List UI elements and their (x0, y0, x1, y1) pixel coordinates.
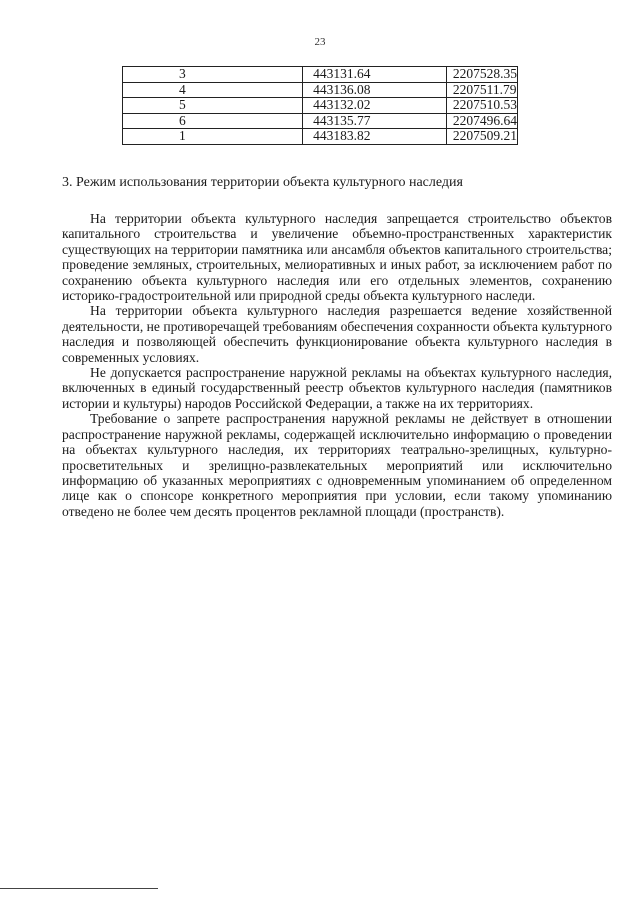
coordinates-table (122, 66, 518, 145)
y-coordinate-cell: 2207510.53 (446, 98, 517, 114)
point-number-cell: 4 (123, 82, 303, 98)
table-row (123, 67, 518, 83)
paragraph-advertising-ban: Не допускается распространение наружной рекламы на объектах культурного наследия, включенных в единый государственный реестр объектов культурного наследия (памятников истории и культуры) народов Российской Федерации, а также на их территориях. (62, 365, 612, 411)
paragraph-advertising-exception: Требование о запрете распространения наружной рекламы не действует в отношении распространение наружной рекламы, содержащей исключительно информацию о проведении на объектах культурного наследия, их территориях театрально-зрелищных, культурно-просветительных и зрелищно-развлекательных мероприятий или исключительно информацию об указанных мероприятиях с одновременным упоминанием об определенном лице как о спонсоре конкретного мероприятия при условии, если такому упоминанию отведено не более чем десять процентов рекламной площади (пространств). (62, 411, 612, 519)
x-coordinate-cell: 443132.02 (303, 98, 447, 114)
x-coordinate-cell: 443183.82 (303, 129, 447, 145)
paragraph-economic-activity: На территории объекта культурного наследия разрешается ведение хозяйственной деятельности, не противоречащей требованиям обеспечения сохранности объекта культурного наследия и позволяющей обеспечить функционирование объекта культурного наследия в современных условиях. (62, 303, 612, 365)
y-coordinate-cell: 2207528.35 (446, 67, 517, 83)
point-number-cell: 1 (123, 129, 303, 145)
y-coordinate-cell: 2207496.64 (446, 113, 517, 129)
y-coordinate-cell: 2207509.21 (446, 129, 517, 145)
table-row (123, 129, 518, 145)
section-heading: 3. Режим использования территории объекта культурного наследия (62, 175, 463, 190)
footer-divider (0, 888, 158, 889)
page-number: 23 (314, 36, 326, 48)
point-number-cell: 6 (123, 113, 303, 129)
body-text (62, 211, 612, 519)
x-coordinate-cell: 443131.64 (303, 67, 447, 83)
table-row (123, 113, 518, 129)
paragraph-construction-ban: На территории объекта культурного наследия запрещается строительство объектов капитального строительства и увеличение объемно-пространственных характеристик существующих на территории памятника или ансамбля объектов капитального строительства; проведение земляных, строительных, мелиоративных и иных работ, за исключением работ по сохранению объекта культурного наследия или его отдельных элементов, сохранению историко-градостроительной или природной среды объекта культурного наследи. (62, 211, 612, 304)
x-coordinate-cell: 443135.77 (303, 113, 447, 129)
point-number-cell: 5 (123, 98, 303, 114)
y-coordinate-cell: 2207511.79 (446, 82, 517, 98)
table-row (123, 98, 518, 114)
table-row (123, 82, 518, 98)
x-coordinate-cell: 443136.08 (303, 82, 447, 98)
point-number-cell: 3 (123, 67, 303, 83)
